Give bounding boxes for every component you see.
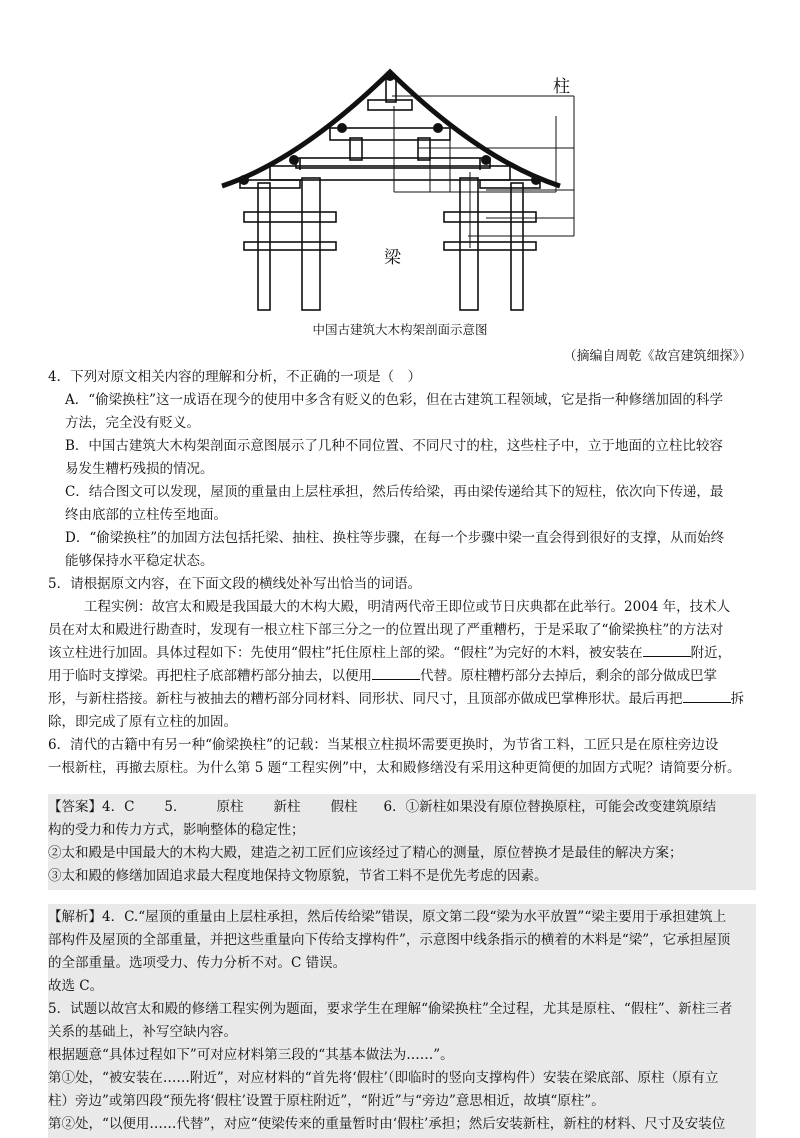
option-c-line-2: 终由底部的立柱传至地面。 [65, 507, 227, 523]
question-4-stem: 4．下列对原文相关内容的理解和分析，不正确的一项是（ ） [48, 369, 422, 385]
king-post [386, 78, 396, 102]
analysis-line-9: 柱）旁边”或第四段“预先将‘假柱’设置于原柱附近”，“附近”与“旁边”意思相近，故填“原柱”。 [48, 1093, 605, 1109]
main-post-right [460, 178, 478, 310]
figure-source: （摘编自周乾《故宫建筑细探》） [563, 349, 752, 364]
option-a-line-1: A．“偷梁换柱”这一成语在现今的使用中多含有贬义的色彩，但在古建筑工程领域，它是指一种修缮加固的科学 [65, 392, 724, 408]
question-6-line-2: 一根新柱，再撤去原柱。为什么第 5 题“工程实例”中，太和殿修缮没有采用这种更简便的加固方式呢？请简要分析。 [48, 760, 741, 776]
document-body [48, 366, 756, 1138]
option-b-line-1: B．中国古建筑大木构架剖面示意图展示了几种不同位置、不同尺寸的柱，这些柱子中，立于地面的立柱比较容 [65, 438, 723, 454]
option-c-line-1: C．结合图文可以发现，屋顶的重量由上层柱承担，然后传给梁，再由梁传递给其下的短柱，依次向下传递，最 [65, 484, 724, 500]
analysis-line-7: 根据题意“具体过程如下”可对应材料第三段的“其基本做法为……”。 [48, 1047, 454, 1063]
analysis-line-6: 关系的基础上，补写空缺内容。 [48, 1024, 237, 1040]
answer-section [48, 794, 756, 890]
option-d-line-1: D．“偷梁换柱”的加固方法包括托梁、抽柱、换柱等步骤，在每一个步骤中梁一直会得到很好的支撑，从而始终 [65, 530, 725, 546]
question-5-para-line-6: 除，即完成了原有立柱的加固。 [48, 714, 237, 730]
answer-word-1: 原柱 [216, 799, 244, 815]
analysis-section [48, 904, 756, 1138]
question-5-para-line-2: 员在对太和殿进行勘查时，发现有一根立柱下部三分之一的位置出现了严重糟朽，于是采取了“偷梁换柱”的方法对 [48, 622, 724, 638]
blank-3[interactable] [683, 688, 731, 703]
answer-line-2: 构的受力和传力方式，影响整体的稳定性； [48, 822, 305, 838]
analysis-line-5: 5．试题以故宫太和殿的修缮工程实例为题面，要求学生在理解“偷梁换柱”全过程，尤其是原柱、“假柱”、新柱三者 [48, 1001, 733, 1017]
option-a-line-2: 方法，完全没有贬义。 [65, 415, 200, 431]
eave-post-left [258, 183, 270, 310]
analysis-line-10: 第②处，“以便用……代替”，对应“使梁传来的重量暂时由‘假柱’承担；然后安装新柱，新柱的材料、尺寸及安装位 [48, 1116, 726, 1132]
analysis-line-1: 【解析】4．C.“屋顶的重量由上层柱承担，然后传给梁”错误，原文第二段“梁为水平放置”“梁主要用于承担建筑上 [48, 909, 727, 925]
question-5-para-line-5: 形，与新柱搭接。新柱与被抽去的糟朽部分同材料、同形状、同尺寸，且顶部亦做成巴掌榫形状。最后再把 拆 [48, 688, 756, 711]
analysis-line-4: 故选 C。 [48, 978, 104, 994]
timber-frame-figure [0, 0, 800, 365]
main-post-left [302, 178, 320, 310]
analysis-line-2: 部构件及屋顶的全部重量，并把这些重量向下传给支撑构件”，示意图中线条指示的横着的木料是“梁”，它承担屋顶 [48, 932, 731, 948]
middle-beam [330, 128, 450, 140]
question-6-line-1: 6．清代的古籍中有另一种“偷梁换柱”的记载：当某根立柱损坏需要更换时，为节省工料，工匠只是在原柱旁边设 [48, 737, 719, 753]
answer-line-3: ②太和殿是中国最大的木构大殿，建造之初工匠们应该经过了精心的测量，原位替换才是最佳的解决方案； [48, 845, 683, 861]
answer-line-4: ③太和殿的修缮加固追求最大程度地保持文物原貌，节省工料不是优先考虑的因素。 [48, 868, 548, 884]
column-label: 柱 [553, 77, 570, 97]
timber-frame-diagram [0, 0, 800, 320]
answer-word-3: 假柱 [330, 799, 358, 815]
option-d-line-2: 能够保持水平稳定状态。 [65, 553, 214, 569]
question-4 [48, 366, 756, 573]
question-5-para-line-4: 用于临时支撑梁。再把柱子底部糟朽部分抽去，以便用 代替。原柱糟朽部分去掉后，剩余的部分做成巴掌 [48, 665, 756, 688]
analysis-line-3: 的全部重量。选项受力、传力分析不对。C 错误。 [48, 955, 347, 971]
question-5-stem: 5．请根据原文内容，在下面文段的横线处补写出恰当的词语。 [48, 576, 422, 592]
analysis-line-8: 第①处，“被安装在……附近”，对应材料的“首先将‘假柱’（即临时的竖向支撑构件）安装在梁底部、原柱（原有立 [48, 1070, 719, 1086]
answer-word-2: 新柱 [273, 799, 301, 815]
figure-caption: 中国古建筑大木构架剖面示意图 [312, 322, 488, 337]
question-5-para-line-1: 工程实例：故宫太和殿是我国最大的木构大殿，明清两代帝王即位或节日庆典都在此举行。2004 年，技术人 [84, 599, 731, 615]
beam-label: 梁 [384, 248, 401, 268]
answer-line-1: 【答案】4．C 5． 原柱 新柱 假柱 6．①新柱如果没有原位替换原柱，可能会改变建筑原结 [48, 799, 717, 815]
blank-1[interactable] [643, 642, 691, 657]
option-b-line-2: 易发生糟朽残损的情况。 [65, 461, 214, 477]
question-6 [48, 734, 756, 780]
blank-2[interactable] [372, 665, 420, 680]
eave-post-right [511, 183, 523, 310]
question-5-para-line-3: 该立柱进行加固。具体过程如下：先使用“假柱”托住原柱上部的梁。“假柱”为完好的木料，被安装在 附近， [48, 642, 756, 665]
question-5 [48, 573, 756, 734]
